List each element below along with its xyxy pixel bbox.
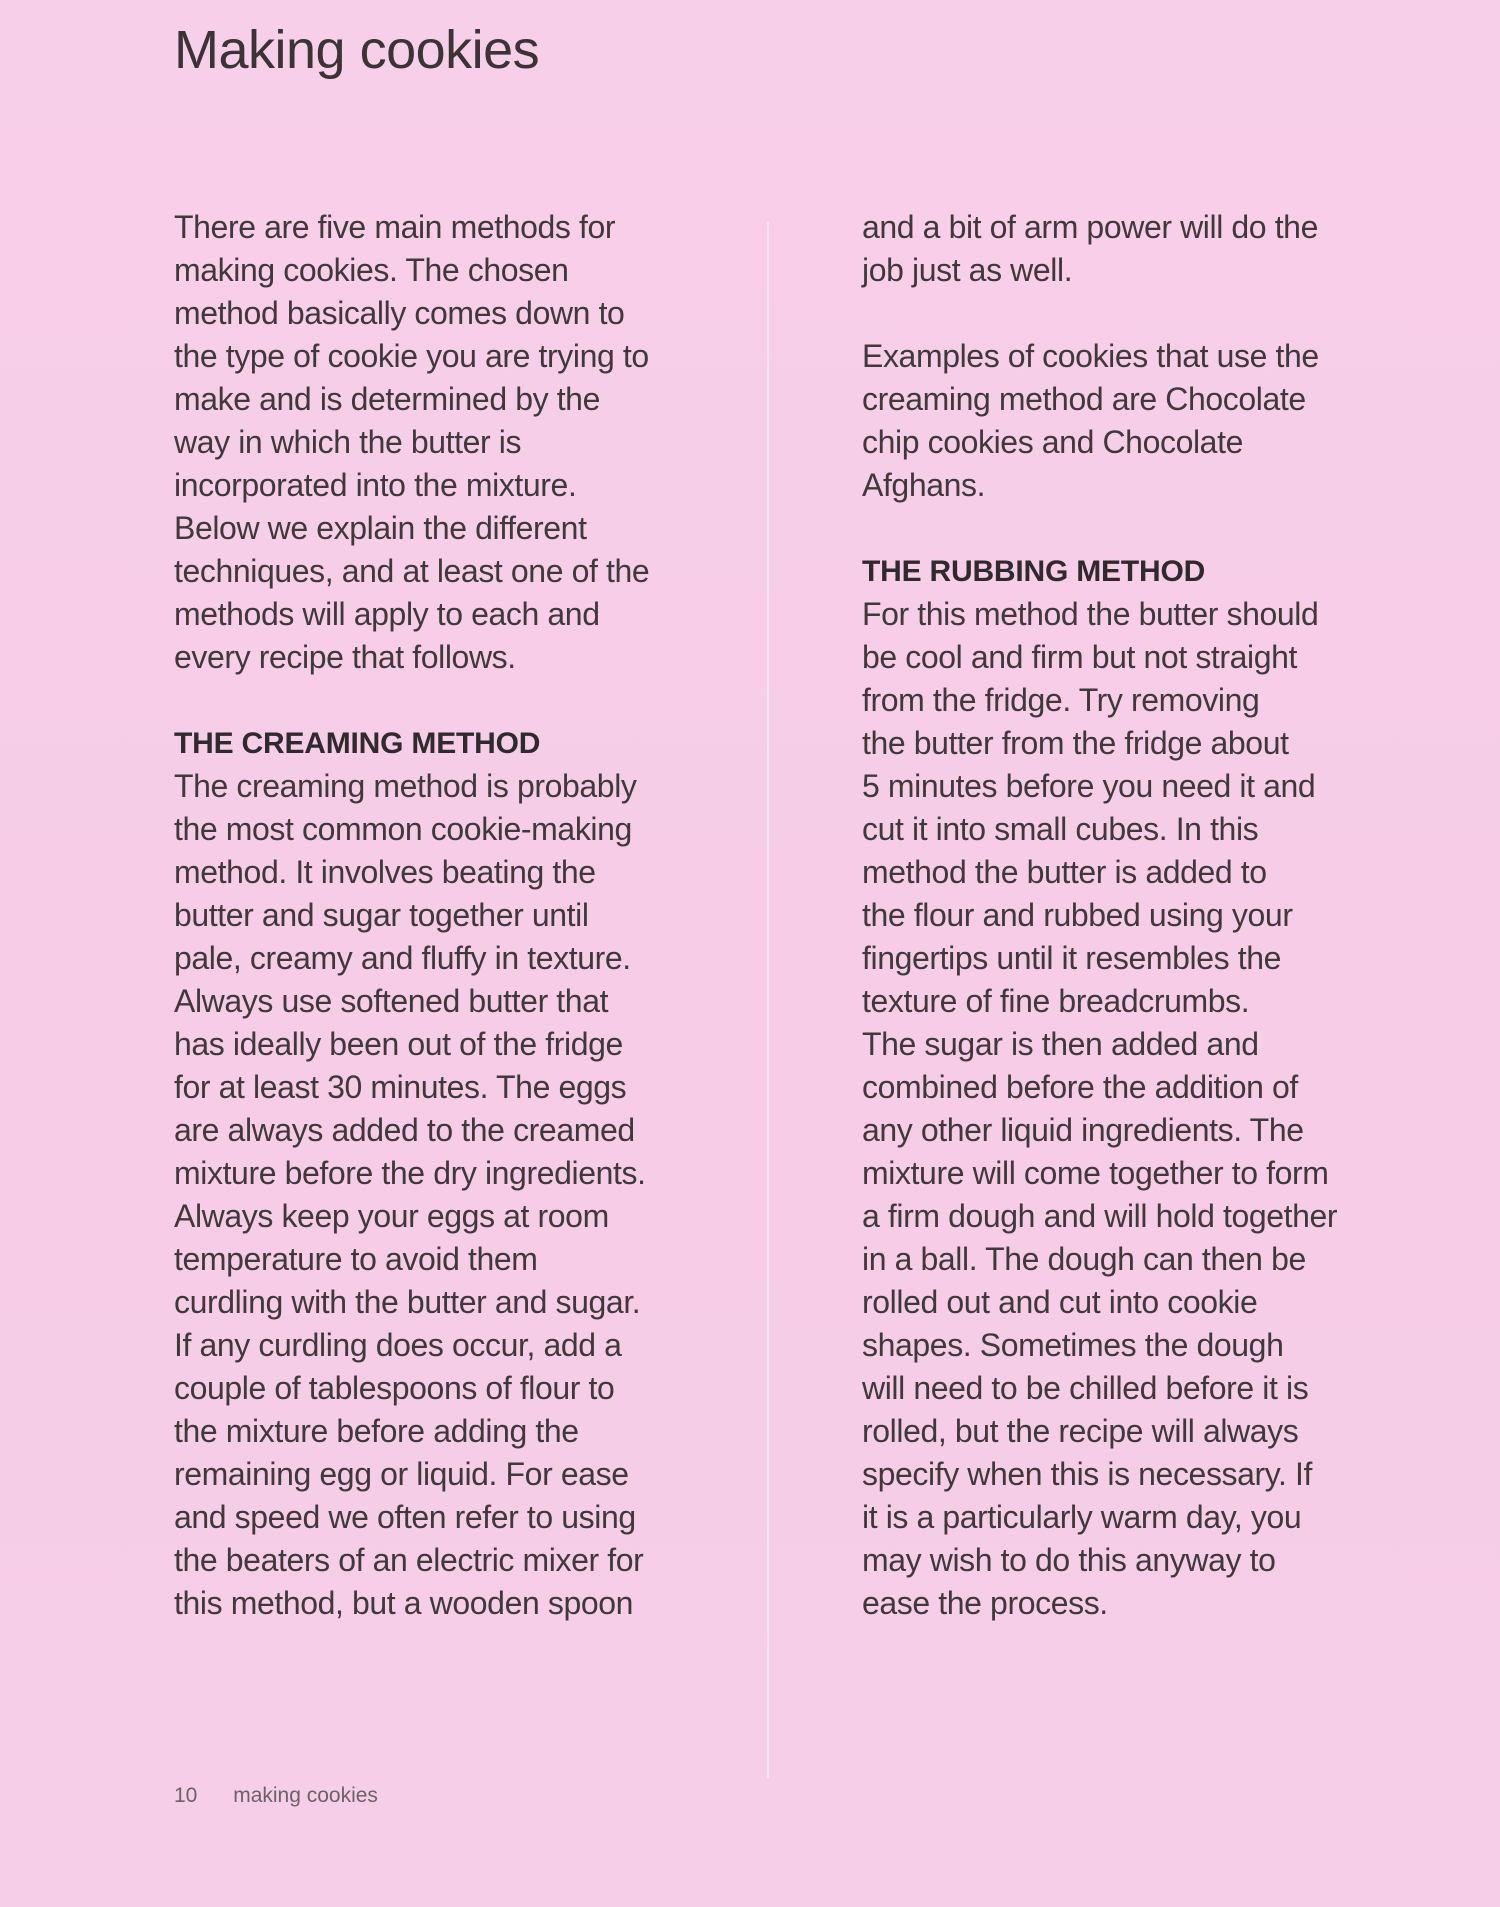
text-line: mixture before the dry ingredients.: [174, 1155, 646, 1191]
text-line: the mixture before adding the: [174, 1413, 579, 1449]
right-column: [862, 206, 1372, 1625]
running-title: making cookies: [233, 1784, 378, 1807]
text-line: pale, creamy and fluffy in texture.: [174, 940, 631, 976]
text-line: the most common cookie-making: [174, 811, 632, 847]
text-line: shapes. Sometimes the dough: [862, 1327, 1284, 1363]
text-line: Always use softened butter that: [174, 983, 609, 1019]
text-line: rolled, but the recipe will always: [862, 1413, 1299, 1449]
page-title: Making cookies: [174, 20, 540, 80]
text-line: There are five main methods for: [174, 209, 616, 245]
text-line: every recipe that follows.: [174, 639, 516, 675]
text-line: incorporated into the mixture.: [174, 467, 577, 503]
text-line: the beaters of an electric mixer for: [174, 1542, 644, 1578]
text-line: Examples of cookies that use the: [862, 338, 1319, 374]
creaming-method-section: [174, 722, 684, 1625]
text-line: for at least 30 minutes. The eggs: [174, 1069, 627, 1105]
text-line: Always keep your eggs at room: [174, 1198, 609, 1234]
text-line: the butter from the fridge about: [862, 725, 1289, 761]
text-line: method basically comes down to: [174, 295, 625, 331]
text-line: are always added to the creamed: [174, 1112, 635, 1148]
text-line: the flour and rubbed using your: [862, 897, 1293, 933]
text-line: may wish to do this anyway to: [862, 1542, 1276, 1578]
text-line: from the fridge. Try removing: [862, 682, 1260, 718]
text-line: make and is determined by the: [174, 381, 600, 417]
text-line: rolled out and cut into cookie: [862, 1284, 1258, 1320]
text-line: mixture will come together to form: [862, 1155, 1329, 1191]
text-line: creaming method are Chocolate: [862, 381, 1306, 417]
page-footer: [174, 1782, 378, 1810]
text-line: Below we explain the different: [174, 510, 587, 546]
text-line: and a bit of arm power will do the: [862, 209, 1318, 245]
section-heading-rubbing: THE RUBBING METHOD: [862, 555, 1206, 588]
continuation-paragraph: [862, 206, 1372, 292]
text-line: this method, but a wooden spoon: [174, 1585, 634, 1621]
text-line: Afghans.: [862, 467, 986, 503]
text-line: and speed we often refer to using: [174, 1499, 636, 1535]
text-line: specify when this is necessary. If: [862, 1456, 1312, 1492]
text-line: If any curdling does occur, add a: [174, 1327, 622, 1363]
text-line: methods will apply to each and: [174, 596, 600, 632]
text-line: job just as well.: [862, 252, 1073, 288]
text-line: any other liquid ingredients. The: [862, 1112, 1304, 1148]
text-line: techniques, and at least one of the: [174, 553, 650, 589]
text-line: combined before the addition of: [862, 1069, 1298, 1105]
text-line: The creaming method is probably: [174, 768, 637, 804]
text-line: For this method the butter should: [862, 596, 1319, 632]
text-line: curdling with the butter and sugar.: [174, 1284, 641, 1320]
page-number: 10: [174, 1784, 198, 1807]
text-line: way in which the butter is: [174, 424, 522, 460]
text-line: chip cookies and Chocolate: [862, 424, 1243, 460]
left-column: [174, 206, 684, 1625]
text-line: couple of tablespoons of flour to: [174, 1370, 615, 1406]
text-line: method. It involves beating the: [174, 854, 596, 890]
text-line: method the butter is added to: [862, 854, 1267, 890]
text-line: The sugar is then added and: [862, 1026, 1259, 1062]
section-heading-creaming: THE CREAMING METHOD: [174, 727, 541, 760]
text-line: temperature to avoid them: [174, 1241, 538, 1277]
text-line: the type of cookie you are trying to: [174, 338, 649, 374]
intro-paragraph: [174, 206, 684, 679]
text-line: ease the process.: [862, 1585, 1108, 1621]
rubbing-method-section: [862, 550, 1372, 1625]
text-line: texture of fine breadcrumbs.: [862, 983, 1250, 1019]
text-line: has ideally been out of the fridge: [174, 1026, 623, 1062]
examples-paragraph: [862, 335, 1372, 507]
text-line: it is a particularly warm day, you: [862, 1499, 1302, 1535]
text-line: fingertips until it resembles the: [862, 940, 1282, 976]
text-line: 5 minutes before you need it and: [862, 768, 1316, 804]
text-line: cut it into small cubes. In this: [862, 811, 1259, 847]
text-line: a firm dough and will hold together: [862, 1198, 1338, 1234]
text-line: will need to be chilled before it is: [862, 1370, 1309, 1406]
text-line: making cookies. The chosen: [174, 252, 569, 288]
text-line: in a ball. The dough can then be: [862, 1241, 1306, 1277]
text-line: remaining egg or liquid. For ease: [174, 1456, 629, 1492]
text-line: butter and sugar together until: [174, 897, 589, 933]
text-line: be cool and firm but not straight: [862, 639, 1298, 675]
column-divider: [767, 222, 769, 1778]
